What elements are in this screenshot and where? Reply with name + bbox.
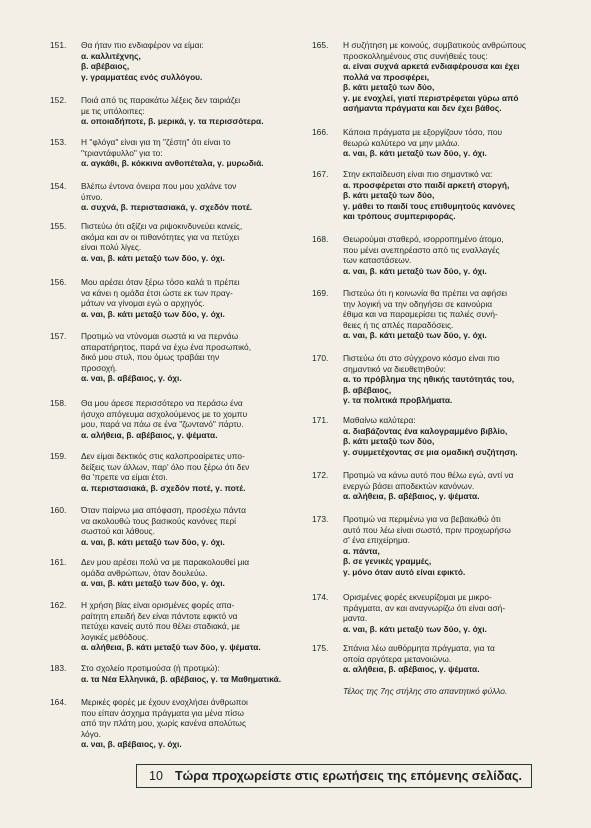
question-170 xyxy=(312,353,558,406)
answer-options-line: β. κάτι μεταξύ των δύο, xyxy=(343,190,435,200)
question-text-line: αυτό που λέω είναι σωστό, πριν προχωρήσω xyxy=(343,524,511,535)
question-text-line: ήσυχο απόγευμα ασχολούμενος με το χομπυ xyxy=(81,408,248,419)
question-number: 154. xyxy=(50,181,67,191)
answer-options-line: α. καλλιτέχνης, xyxy=(81,50,141,61)
answer-options-line: β. κάτι μεταξύ των δύο, xyxy=(343,82,435,92)
question-number: 155. xyxy=(50,221,67,231)
question-text-line: Βλέπω έντονα όνειρα που μου χαλάνε τον xyxy=(81,181,237,191)
question-body xyxy=(81,221,296,263)
question-173 xyxy=(312,514,558,577)
answer-options-line: α. οποιαδήποτε, β. μερικά, γ. τα περισσότερα. xyxy=(81,116,264,126)
question-text-line: θειες ή τις απλές παραδόσεις. xyxy=(343,319,454,330)
question-text-line: να κάνει η ομάδα έτσι ώστε εκ των πραγ- xyxy=(81,287,233,298)
question-text-line: Η συζήτηση με κοινούς, συμβατικούς ανθρώπους xyxy=(343,40,526,50)
question-text-line: Όταν παίρνω μια απόφαση, προσέχω πάντα xyxy=(81,505,246,515)
question-body xyxy=(81,137,296,169)
question-174 xyxy=(312,592,558,634)
question-number: 172. xyxy=(312,470,329,480)
question-number: 174. xyxy=(312,592,329,602)
question-number: 158. xyxy=(50,398,67,408)
answer-options-line: α. ναι, β. κάτι μεταξύ των δύο, γ. όχι. xyxy=(343,265,487,276)
question-text-line: των καταστάσεων. xyxy=(343,255,412,265)
question-text-line: έθιμα και να παραμερίσει τις παλιές συνή- xyxy=(343,309,498,319)
question-text-line: Η χρήση βίας είναι ορισμένες φορές απα- xyxy=(81,600,235,610)
question-body xyxy=(343,169,558,222)
question-text-line: μαντα. xyxy=(343,613,368,623)
question-body xyxy=(343,40,558,114)
question-text-line: οποία αργότερα μετανοιώνω. xyxy=(343,653,452,664)
question-text-line: θεωρώ καλύτερο να μην μιλάω. xyxy=(343,137,460,148)
question-157 xyxy=(50,331,296,384)
question-text-line: σ' ένα επιχείρημα. xyxy=(343,535,410,545)
question-body xyxy=(343,234,558,276)
answer-options-line: α. ναι, β. κάτι μεταξύ των δύο, γ. όχι. xyxy=(81,252,225,263)
answer-options-line: πολλά να προσφέρει, xyxy=(343,71,430,82)
question-153 xyxy=(50,137,296,169)
question-number: 170. xyxy=(312,353,329,363)
question-183 xyxy=(50,663,296,684)
question-text-line: Προτιμώ να ντύνομαι σωστά κι να περνάω xyxy=(81,331,239,341)
question-text-line: Ορισμένες φορές εκνευρίζομαι με μικρο- xyxy=(343,592,492,602)
page-number: 10 xyxy=(149,769,163,783)
end-of-column-note: Τέλος της 7ης στήλης στο απαντητικό φύλλο. xyxy=(343,686,508,696)
answer-options-line: ασήμαντα πράγματα και δεν έχει βάθος. xyxy=(343,103,502,113)
answer-options-line: α. τα Νέα Ελληνικά, β. αβέβαιος, γ. τα Μαθηματικά. xyxy=(81,673,282,684)
question-text-line: ομάδα ανθρώπων, όταν δουλεύω. xyxy=(81,567,208,578)
question-text-line: είναι πολύ λίγες. xyxy=(81,242,142,252)
answer-options-line: α. διαβάζοντας ένα καλογραμμένο βιβλίο, xyxy=(343,425,508,436)
question-text-line: με τις υπόλοιπες: xyxy=(81,105,145,116)
answer-options-line: α. ναι, β. αβέβαιος, γ. όχι. xyxy=(81,739,182,749)
question-number: 160. xyxy=(50,505,67,515)
answer-options-line: α. συχνά, β. περιστασιακά, γ. σχεδόν ποτέ. xyxy=(81,202,253,212)
answer-options-line: γ. συμμετέχοντας σε μια ομαδική συζήτηση. xyxy=(343,446,518,457)
question-body xyxy=(343,288,558,341)
question-167 xyxy=(312,169,558,222)
question-text-line: Μου αρέσει όταν ξέρω τόσο καλά τι πρέπει xyxy=(81,277,240,287)
question-text-line: απαρατήρητος, παρά να έχω ένα προσωπικό, xyxy=(81,341,252,352)
question-number: 166. xyxy=(312,127,329,137)
question-text-line: Πιστεύω ότι αξίζει να ριψοκινδυνεύει κανείς, xyxy=(81,221,243,231)
question-text-line: Πιστεύω ότι η κοινωνία θα πρέπει να αφήσει xyxy=(343,288,507,298)
question-body xyxy=(343,592,558,634)
answer-options-line: γ. μάθει το παιδί τους επιθυμητούς κανόνες xyxy=(343,200,516,211)
question-number: 161. xyxy=(50,557,67,567)
question-body xyxy=(81,277,296,319)
question-text-line: ύπνο. xyxy=(81,191,103,202)
question-number: 175. xyxy=(312,643,329,653)
question-text-line: Θα ήταν πιο ενδιαφέρον να είμαι: xyxy=(81,40,204,50)
answer-options-line: β. αβέβαιος, xyxy=(343,384,392,395)
question-text-line: Πιστεύω ότι στο σύγχρονο κόσμο είναι πιο xyxy=(343,353,500,363)
answer-options-line: α. είναι συχνά αρκετά ενδιαφέρουσα και έχει xyxy=(343,61,520,71)
question-text-line: θα 'πρεπε να είμαι έτσι. xyxy=(81,472,168,482)
answer-options-line: γ. γραμματέας ενός συλλόγου. xyxy=(81,71,203,82)
question-text-line: πετύχει κανείς αυτό που θέλει σταδιακά, με xyxy=(81,621,240,631)
answer-options-line: α. ναι, β. κάτι μεταξύ των δύο, γ. όχι. xyxy=(343,330,487,340)
answer-options-line: β. κάτι μεταξύ των δύο, xyxy=(343,436,435,446)
question-text-line: που είπαν άσχημα πράγματα για μένα πίσω xyxy=(81,707,244,718)
answer-options-line: α. ναι, β. κάτι μεταξύ των δύο, γ. όχι. xyxy=(343,623,487,634)
question-161 xyxy=(50,557,296,589)
question-175 xyxy=(312,643,558,675)
question-body xyxy=(81,40,296,82)
question-body xyxy=(81,181,296,213)
question-162 xyxy=(50,600,296,653)
question-number: 162. xyxy=(50,600,67,610)
answer-options-line: α. ναι, β. κάτι μεταξύ των δύο, γ. όχι. xyxy=(81,308,225,319)
question-text-line: να ακολουθώ τους βασικούς κανόνες περί xyxy=(81,515,236,526)
question-body xyxy=(81,557,296,589)
answer-options-line: γ. τα πολιτικά προβλήματα. xyxy=(343,395,453,405)
question-body xyxy=(343,514,558,577)
question-body xyxy=(81,663,296,684)
question-number: 164. xyxy=(50,697,67,707)
question-text-line: "τριαντάφυλλο" για το: xyxy=(81,147,163,158)
question-text-line: Θεωρούμαι σταθερό, ισορροπημένο άτομο, xyxy=(343,234,504,244)
question-text-line: μάτων να γίνομαι εγώ ο αρχηγός. xyxy=(81,298,205,308)
answer-options-line: γ. μόνο όταν αυτό είναι εφικτό. xyxy=(343,566,466,577)
footer-instruction xyxy=(136,764,532,788)
question-number: 168. xyxy=(312,234,329,244)
answer-options-line: α. προσφέρεται στο παιδί αρκετή στοργή, xyxy=(343,179,510,190)
question-body xyxy=(81,331,296,384)
question-154 xyxy=(50,181,296,213)
question-text-line: που μένει ανεπηρέαστο από τις εναλλαγές xyxy=(343,244,500,255)
question-169 xyxy=(312,288,558,341)
answer-options-line: α. αλήθεια, β. αβέβαιος, γ. ψέματα. xyxy=(81,429,218,440)
answer-options-line: α. περιστασιακά, β. σχεδόν ποτέ, γ. ποτέ. xyxy=(81,482,246,493)
question-body xyxy=(81,398,296,440)
question-text-line: την λογική να την οδηγήσει σε καινούρια xyxy=(343,298,493,309)
question-160 xyxy=(50,505,296,547)
answer-options-line: α. πάντα, xyxy=(343,545,380,556)
question-number: 159. xyxy=(50,451,67,461)
question-text-line: δικό μου στυλ, που όμως τραβάει την xyxy=(81,352,220,362)
question-158 xyxy=(50,398,296,440)
question-number: 152. xyxy=(50,95,67,105)
question-number: 151. xyxy=(50,40,67,50)
question-text-line: σωστού και λάθους. xyxy=(81,526,155,536)
footer-text: Τώρα προχωρείστε στις ερωτήσεις της επόμενης σελίδας. xyxy=(175,769,522,783)
question-text-line: Στο σχολείο προτιμούσα (ή προτιμώ): xyxy=(81,663,220,673)
answer-options-line: α. το πρόβλημα της ηθικής ταυτότητάς του, xyxy=(343,374,515,384)
question-text-line: Δεν μου αρέσει πολύ να με παρακολουθεί μια xyxy=(81,557,250,567)
question-number: 183. xyxy=(50,663,67,673)
question-text-line: Θα μου άρεσε περισσότερο να περάσω ένα xyxy=(81,398,243,408)
question-text-line: ραίτητη επειδή δεν είναι πάντοτε εφικτό να xyxy=(81,610,238,621)
question-text-line: Προτιμώ να κάνω αυτό που θέλω εγώ, αντί να xyxy=(343,470,514,480)
answer-options-line: β. αβέβαιος, xyxy=(81,61,130,71)
question-text-line: από την πλάτη μου, χωρίς κανένα απολύτως xyxy=(81,718,247,728)
question-text-line: Ποιά από τις παρακάτω λέξεις δεν ταιριάζει xyxy=(81,95,241,105)
question-body xyxy=(343,643,558,675)
question-body xyxy=(81,600,296,653)
question-152 xyxy=(50,95,296,127)
answer-options-line: α. ναι, β. αβέβαιος, γ. όχι. xyxy=(81,373,182,383)
question-text-line: πράγματα, αν και αναγνωρίζω ότι είναι ασή- xyxy=(343,602,506,613)
question-text-line: Δεν είμαι δεκτικός στις καλοπροαίρετες υπο- xyxy=(81,451,245,461)
question-body xyxy=(343,415,558,457)
question-172 xyxy=(312,470,558,502)
answer-options-line: α. ναι, β. κάτι μεταξύ των δύο, γ. όχι. xyxy=(343,148,487,158)
answer-options-line: β. σε γενικές γραμμές, xyxy=(343,556,432,566)
question-text-line: μου, παρά να πάω σε ένα "ζωντανό" πάρτυ. xyxy=(81,419,244,429)
question-text-line: Η "φλόγα" είναι για τη "ζέστη" ότι είναι το xyxy=(81,137,231,147)
question-number: 156. xyxy=(50,277,67,287)
question-number: 165. xyxy=(312,40,329,50)
question-text-line: λογικές μεθόδους. xyxy=(81,631,149,642)
question-text-line: Σπάνια λέω αυθόρμητα πράγματα, για τα xyxy=(343,643,495,653)
question-number: 173. xyxy=(312,514,329,524)
question-151 xyxy=(50,40,296,82)
question-text-line: δείξεις των άλλων, παρ' όλο που ξέρω ότι δεν xyxy=(81,461,250,472)
question-body xyxy=(81,451,296,493)
question-text-line: λόγο. xyxy=(81,728,101,739)
question-body xyxy=(81,697,296,750)
question-body xyxy=(343,353,558,406)
question-text-line: προσκολλημένους στις συνήθειές τους: xyxy=(343,50,488,61)
answer-options-line: α. ναι, β. κάτι μεταξύ των δύο, γ. όχι. xyxy=(81,578,225,588)
question-number: 167. xyxy=(312,169,329,179)
question-text-line: Προτιμώ να περιμένω για να βεβαιωθώ ότι xyxy=(343,514,501,524)
question-body xyxy=(81,95,296,127)
question-164 xyxy=(50,697,296,750)
question-text-line: Κάποια πράγματα με εξοργίζουν τόσο, που xyxy=(343,127,503,137)
question-text-line: Μαθαίνω καλύτερα: xyxy=(343,415,416,425)
question-text-line: σημαντικό να διευθετηθούν: xyxy=(343,363,446,374)
question-text-line: Μερικές φορές με έχουν ενοχλήσει άνθρωποι xyxy=(81,697,248,707)
answer-options-line: α. αλήθεια, β. κάτι μεταξύ των δύο, γ. ψέματα. xyxy=(81,642,261,652)
answer-options-line: α. αλήθεια, β. αβέβαιος, γ. ψέματα. xyxy=(343,491,480,501)
answer-options-line: και τρόπους συμπεριφοράς. xyxy=(343,211,456,221)
question-text-line: Στην εκπαίδευση είναι πιο σημαντικό να: xyxy=(343,169,493,179)
question-number: 153. xyxy=(50,137,67,147)
question-number: 171. xyxy=(312,415,329,425)
answer-options-line: α. ναι, β. κάτι μεταξύ των δύο, γ. όχι. xyxy=(81,536,225,547)
question-number: 157. xyxy=(50,331,67,341)
question-168 xyxy=(312,234,558,276)
question-body xyxy=(343,127,558,159)
question-text-line: ακόμα και αν οι πιθανότητες για να πετύχει xyxy=(81,231,240,242)
question-text-line: προσοχή. xyxy=(81,362,118,373)
question-155 xyxy=(50,221,296,263)
question-text-line: ενεργώ βάσει αποδεκτών κανόνων. xyxy=(343,480,475,491)
answer-options-line: γ. με ενοχλεί, γιατί περιστρέφεται γύρω από xyxy=(343,92,519,103)
question-body xyxy=(343,470,558,502)
answer-options-line: α. αγκάθι, β. κόκκινα ανθοπέταλα, γ. μυρωδιά. xyxy=(81,158,264,168)
question-body xyxy=(81,505,296,547)
question-166 xyxy=(312,127,558,159)
question-159 xyxy=(50,451,296,493)
question-156 xyxy=(50,277,296,319)
answer-options-line: α. αλήθεια, β. αβέβαιος, γ. ψέματα. xyxy=(343,664,480,674)
question-171 xyxy=(312,415,558,457)
question-165 xyxy=(312,40,558,114)
question-number: 169. xyxy=(312,288,329,298)
